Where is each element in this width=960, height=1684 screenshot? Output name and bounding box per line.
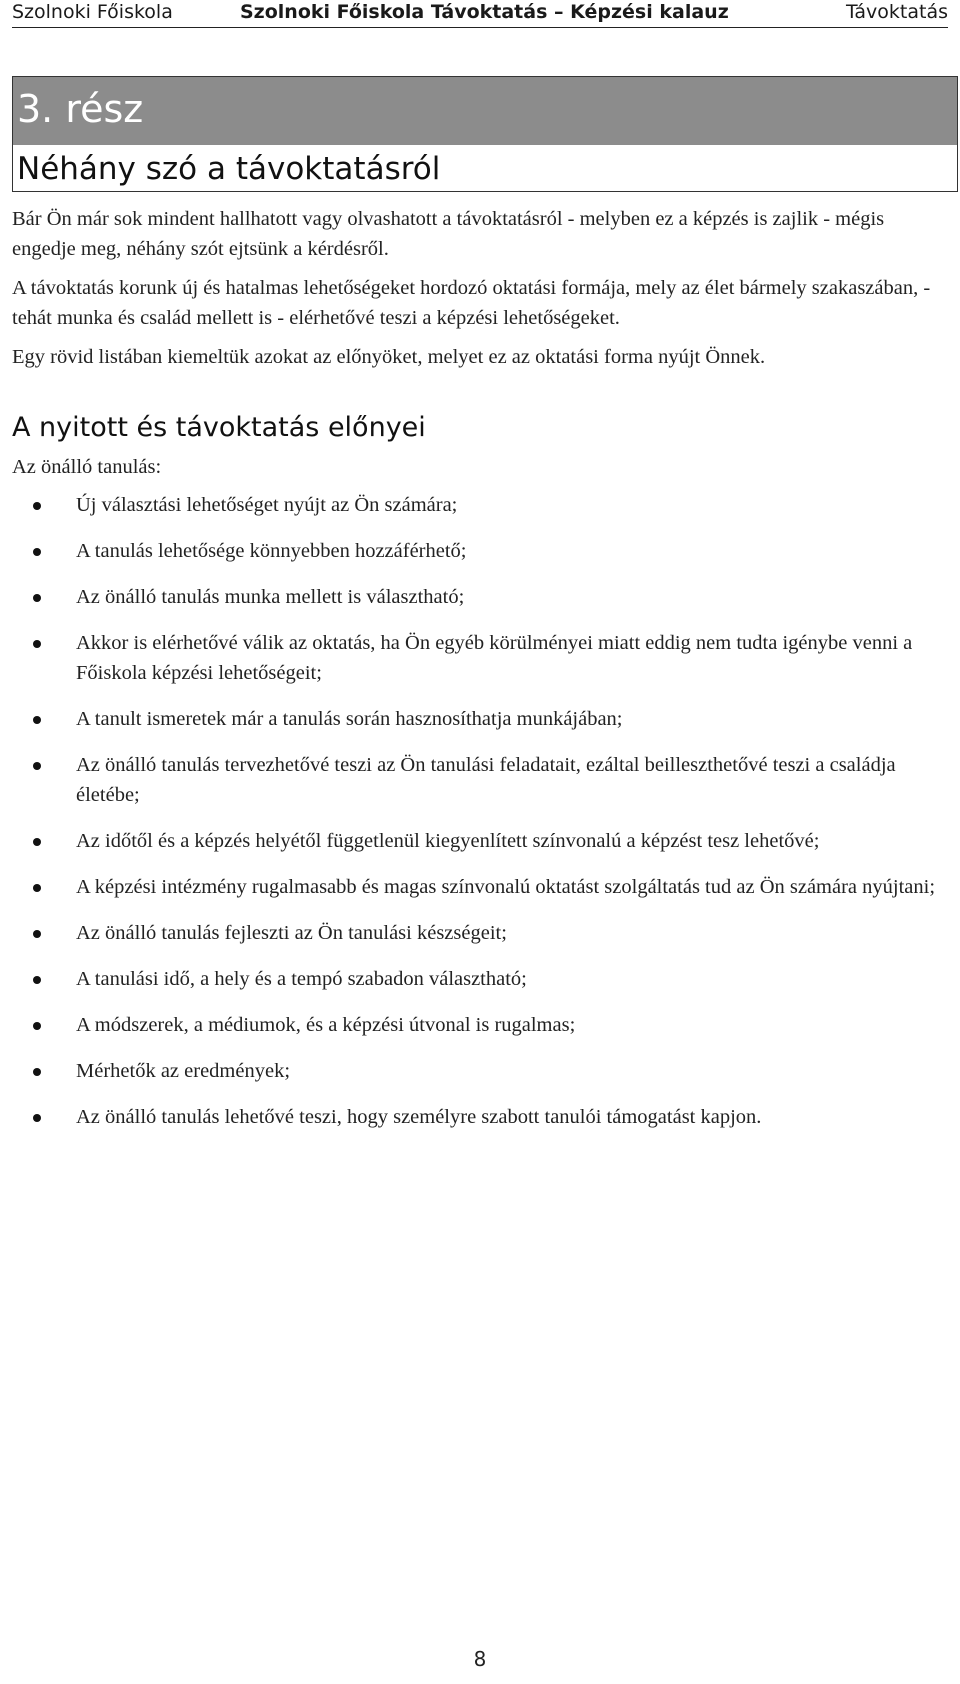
list-item-text: Az önálló tanulás tervezhetővé teszi az Ön tanulási feladatait, ezáltal beilleszthetővé teszi a családja életébe; — [76, 754, 896, 806]
bullet-icon — [33, 502, 41, 510]
bullet-icon — [33, 716, 41, 724]
header-section: Távoktatás — [845, 1, 948, 23]
bullet-icon — [33, 594, 41, 602]
header-institution: Szolnoki Főiskola — [12, 1, 173, 23]
bullet-icon — [33, 930, 41, 938]
part-title: Néhány szó a távoktatásról — [17, 151, 441, 187]
bullet-icon — [33, 1022, 41, 1030]
bullet-icon — [33, 976, 41, 984]
advantages-list — [12, 490, 948, 1132]
bullet-icon — [33, 1114, 41, 1122]
list-item — [12, 872, 948, 902]
list-item-text: A tanult ismeretek már a tanulás során hasznosíthatja munkájában; — [76, 708, 623, 730]
section-subheading: Az önálló tanulás: — [12, 456, 162, 478]
list-item — [12, 582, 948, 612]
list-item — [12, 536, 948, 566]
intro-paragraph-2: A távoktatás korunk új és hatalmas lehetőségeket hordozó oktatási formája, mely az élet bármely szakaszában, - tehát munka és család mellett is - elérhetővé teszi a képzési lehetőségeket. — [12, 277, 931, 329]
bullet-icon — [33, 838, 41, 846]
part-title-box — [12, 76, 958, 192]
list-item — [12, 628, 948, 688]
bullet-icon — [33, 548, 41, 556]
list-item-text: A képzési intézmény rugalmasabb és magas színvonalú oktatást szolgáltatás tud az Ön számára nyújtani; — [76, 876, 936, 898]
list-item-text: A tanulási idő, a hely és a tempó szabadon választható; — [76, 968, 527, 990]
list-item — [12, 1102, 948, 1132]
list-item-text: A módszerek, a médiumok, és a képzési útvonal is rugalmas; — [76, 1014, 576, 1036]
header-document-title: Szolnoki Főiskola Távoktatás – Képzési kalauz — [240, 1, 729, 23]
list-item-text: Mérhetők az eredmények; — [76, 1060, 291, 1082]
list-item-text: A tanulás lehetősége könnyebben hozzáférhető; — [76, 540, 467, 562]
bullet-icon — [33, 884, 41, 892]
section-heading: A nyitott és távoktatás előnyei — [12, 412, 426, 443]
list-item — [12, 1056, 948, 1086]
list-item — [12, 826, 948, 856]
list-item-text: Akkor is elérhetővé válik az oktatás, ha Ön egyéb körülményei miatt eddig nem tudta igénybe venni a Főiskola képzési lehetőségeit; — [76, 632, 913, 684]
list-item — [12, 490, 948, 520]
list-item-text: Az önálló tanulás lehetővé teszi, hogy személyre szabott tanulói támogatást kapjon. — [76, 1106, 762, 1128]
bullet-icon — [33, 762, 41, 770]
list-item — [12, 918, 948, 948]
list-item-text: Az önálló tanulás fejleszti az Ön tanulási készségeit; — [76, 922, 507, 944]
running-header — [12, 0, 948, 28]
body-content — [12, 204, 948, 1148]
list-item-text: Új választási lehetőséget nyújt az Ön számára; — [76, 494, 458, 516]
part-number-band — [13, 77, 957, 145]
list-item — [12, 704, 948, 734]
intro-paragraph-1: Bár Ön már sok mindent hallhatott vagy olvashatott a távoktatásról - melyben ez a képzés is zajlik - mégis engedje meg, néhány szót ejtsünk a kérdésről. — [12, 208, 885, 260]
list-item — [12, 750, 948, 810]
part-number: 3. rész — [17, 87, 144, 131]
bullet-icon — [33, 640, 41, 648]
list-item-text: Az időtől és a képzés helyétől függetlenül kiegyenlített színvonalú a képzést tesz lehetővé; — [76, 830, 820, 852]
list-item-text: Az önálló tanulás munka mellett is választható; — [76, 586, 465, 608]
bullet-icon — [33, 1068, 41, 1076]
page-number: 8 — [473, 1647, 487, 1671]
list-item — [12, 964, 948, 994]
intro-paragraph-3: Egy rövid listában kiemeltük azokat az előnyöket, melyet ez az oktatási forma nyújt Önnek. — [12, 346, 766, 368]
list-item — [12, 1010, 948, 1040]
